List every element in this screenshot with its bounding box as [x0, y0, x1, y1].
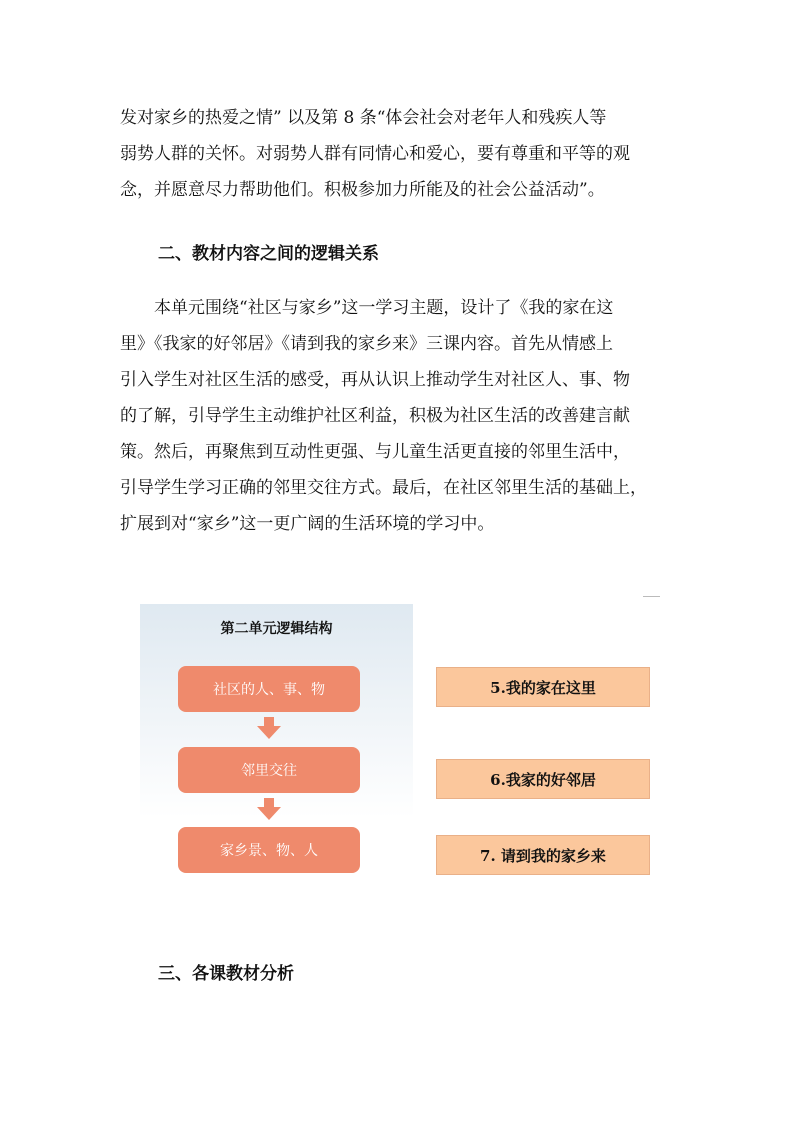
lesson-box-7: 7. 请到我的家乡来: [436, 835, 650, 875]
text-line: 的了解，引导学生主动维护社区利益，积极为社区生活的改善建言献: [120, 406, 630, 426]
logic-structure-diagram: [140, 604, 413, 889]
text-line: 扩展到对“家乡”这一更广阔的生活环境的学习中。: [120, 514, 495, 534]
text-line: 策。然后，再聚焦到互动性更强、与儿童生活更直接的邻里生活中，: [120, 442, 630, 462]
lesson-box-6: 6.我家的好邻居: [436, 759, 650, 799]
down-arrow-icon: [256, 798, 282, 820]
down-arrow-icon: [256, 717, 282, 739]
flow-step-community: 社区的人、事、物: [178, 666, 360, 712]
text-line: 本单元围绕“社区与家乡”这一学习主题，设计了《我的家在这: [154, 298, 614, 318]
diagram-title: 第二单元逻辑结构: [220, 621, 333, 637]
section-heading-logic: 二、教材内容之间的逻辑关系: [158, 244, 379, 264]
lesson-box-5: 5.我的家在这里: [436, 667, 650, 707]
text-line: 里》《我家的好邻居》《请到我的家乡来》三课内容。首先从情感上: [120, 334, 613, 354]
paragraph-intro: [120, 100, 680, 208]
section-heading-analysis: 三、各课教材分析: [158, 964, 294, 984]
paragraph-logic: [120, 290, 680, 542]
text-line: 引入学生对社区生活的感受，再从认识上推动学生对社区人、事、物: [120, 370, 630, 390]
text-line: 发对家乡的热爱之情” 以及第 8 条“体会社会对老年人和残疾人等: [120, 108, 607, 128]
text-line: 引导学生学习正确的邻里交往方式。最后，在社区邻里生活的基础上，: [120, 478, 647, 498]
flow-step-hometown: 家乡景、物、人: [178, 827, 360, 873]
text-line: 弱势人群的关怀。对弱势人群有同情心和爱心，要有尊重和平等的观: [120, 144, 630, 164]
text-line: 念，并愿意尽力帮助他们。积极参加力所能及的社会公益活动”。: [120, 180, 605, 200]
divider-mark: [643, 596, 660, 597]
flow-step-neighbors: 邻里交往: [178, 747, 360, 793]
